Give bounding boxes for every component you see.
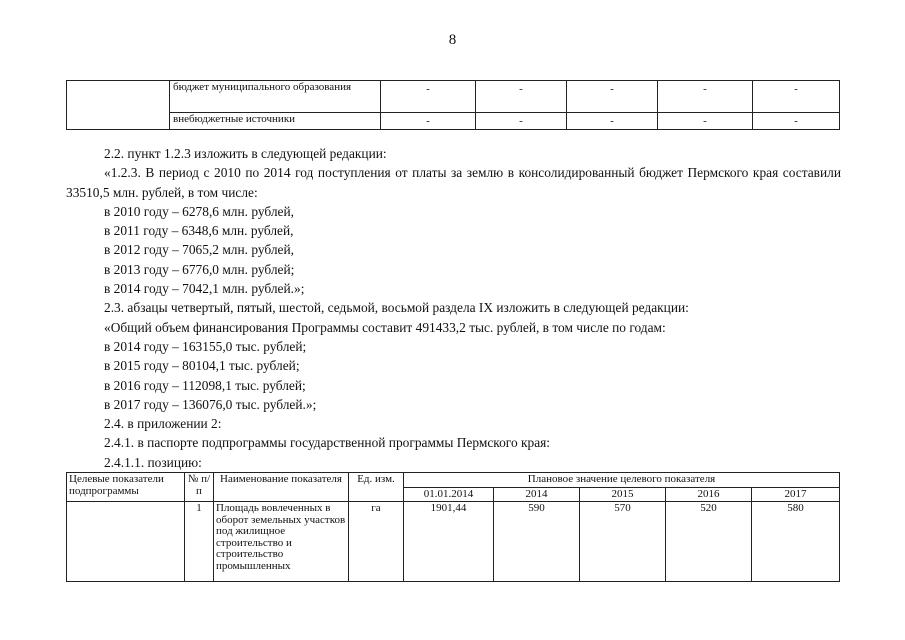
- header-target: Целевые показатели подпрограммы: [67, 473, 185, 502]
- paragraph: в 2013 году – 6776,0 млн. рублей;: [104, 261, 295, 277]
- table-cell: 1901,44: [404, 502, 494, 582]
- table-row: [67, 502, 840, 582]
- paragraph: 2.4. в приложении 2:: [104, 416, 222, 432]
- table-cell: -: [567, 113, 658, 130]
- table-cell: 570: [580, 502, 666, 582]
- row-label: бюджет муниципального образования: [170, 81, 381, 113]
- header-unit: Ед. изм.: [349, 473, 404, 502]
- table-cell: -: [753, 113, 840, 130]
- table-cell: -: [476, 81, 567, 113]
- paragraph: в 2017 году – 136076,0 тыс. рублей.»;: [104, 396, 317, 412]
- table-cell: -: [476, 113, 567, 130]
- paragraph: в 2012 году – 7065,2 млн. рублей,: [104, 242, 295, 258]
- paragraph: «Общий объем финансирования Программы составит 491433,2 тыс. рублей, в том числе по годам:: [104, 319, 666, 335]
- header-year: 2016: [666, 487, 752, 502]
- paragraph: в 2016 году – 112098,1 тыс. рублей;: [104, 377, 306, 393]
- paragraph: в 2010 году – 6278,6 млн. рублей,: [104, 203, 295, 219]
- document-body: [66, 144, 841, 472]
- row-num: 1: [185, 502, 214, 582]
- row-label: внебюджетные источники: [170, 113, 381, 130]
- paragraph: в 2015 году – 80104,1 тыс. рублей;: [104, 358, 300, 374]
- page-number: 8: [448, 32, 457, 48]
- header-year: 2015: [580, 487, 666, 502]
- paragraph: в 2014 году – 7042,1 млн. рублей.»;: [104, 281, 305, 297]
- table-row: [67, 113, 840, 130]
- paragraph: «1.2.3. В период с 2010 по 2014 год поступления от платы за землю в консолидированный бюджет Пермского края составили 33510,5 млн. рублей, в том числе:: [66, 165, 841, 200]
- header-name: Наименование показателя: [214, 473, 349, 502]
- table-cell: -: [567, 81, 658, 113]
- paragraph: в 2011 году – 6348,6 млн. рублей,: [104, 223, 294, 239]
- header-year: 01.01.2014: [404, 487, 494, 502]
- empty-cell: [67, 81, 170, 130]
- table-cell: -: [658, 81, 753, 113]
- budget-sources-table: [66, 80, 840, 130]
- paragraph: 2.4.1.1. позицию:: [104, 454, 202, 470]
- header-year: 2014: [494, 487, 580, 502]
- header-row: [67, 473, 840, 488]
- paragraph: в 2014 году – 163155,0 тыс. рублей;: [104, 338, 307, 354]
- header-num: № п/п: [185, 473, 214, 502]
- table-cell: 520: [666, 502, 752, 582]
- table-row: [67, 81, 840, 113]
- paragraph: 2.4.1. в паспорте подпрограммы государственной программы Пермского края:: [104, 435, 551, 451]
- row-name: Площадь вовлеченных в оборот земельных участков под жилищное строительство и строительство промышленных: [214, 502, 349, 582]
- header-year: 2017: [752, 487, 840, 502]
- header-planned: Плановое значение целевого показателя: [404, 473, 840, 488]
- paragraph: 2.2. пункт 1.2.3 изложить в следующей редакции:: [104, 146, 387, 161]
- row-unit: га: [349, 502, 404, 582]
- target-indicators-table: [66, 472, 840, 582]
- table-cell: -: [658, 113, 753, 130]
- paragraph: 2.3. абзацы четвертый, пятый, шестой, седьмой, восьмой раздела IX изложить в следующей редакции:: [104, 300, 689, 316]
- table-cell: -: [753, 81, 840, 113]
- table-cell: -: [381, 81, 476, 113]
- table-cell: -: [381, 113, 476, 130]
- table-cell: 580: [752, 502, 840, 582]
- empty-cell: [67, 502, 185, 582]
- table-cell: 590: [494, 502, 580, 582]
